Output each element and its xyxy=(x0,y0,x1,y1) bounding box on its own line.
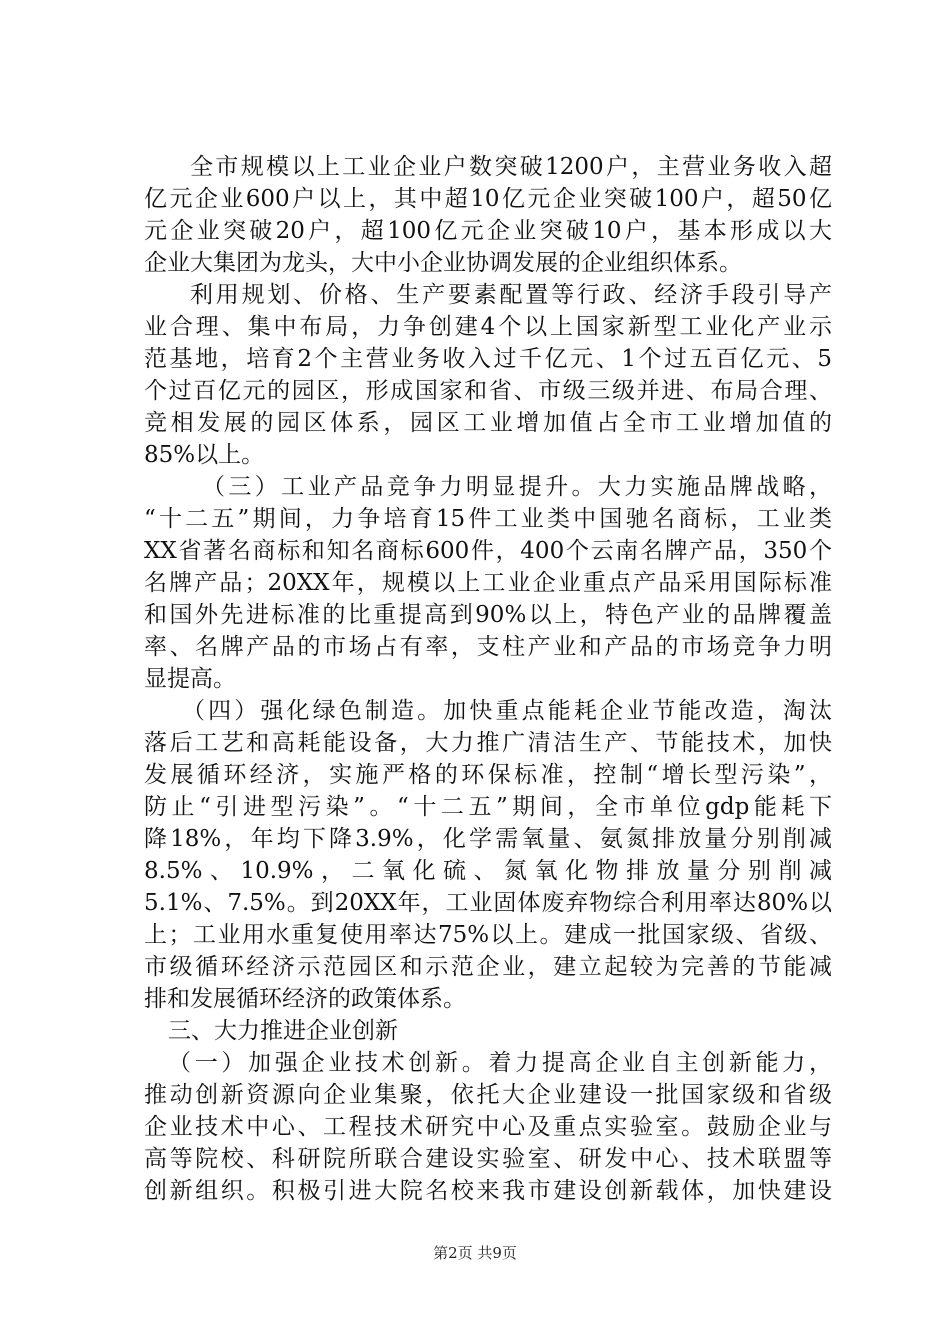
paragraph-line: 显提高。 xyxy=(144,666,236,692)
paragraph-line: 8.5%、10.9%，二氧化硫、氮氧化物排放量分别削减 xyxy=(144,858,832,884)
paragraph-line: 落后工艺和高耗能设备，大力推广清洁生产、节能技术，加快 xyxy=(144,730,832,756)
paragraph-line: 5.1%、7.5%。到20XX年，工业固体废弃物综合利用率达80%以 xyxy=(144,890,832,916)
paragraph-line: 高等院校、科研院所联合建设实验室、研发中心、技术联盟等 xyxy=(144,1146,832,1172)
paragraph-line: （一）加强企业技术创新。着力提高企业自主创新能力， xyxy=(168,1050,832,1076)
paragraph-line: 85%以上。 xyxy=(144,442,265,468)
body-text xyxy=(144,151,832,1207)
paragraph-line: 和国外先进标准的比重提高到90%以上，特色产业的品牌覆盖 xyxy=(144,602,832,628)
paragraph-line: 业合理、集中布局，力争创建4个以上国家新型工业化产业示 xyxy=(144,314,832,340)
paragraph-line: “十二五”期间，力争培育15件工业类中国驰名商标，工业类 xyxy=(144,506,832,532)
paragraph-line: 降18%，年均下降3.9%，化学需氧量、氨氮排放量分别削减 xyxy=(144,826,832,852)
paragraph-line: 企业大集团为龙头，大中小企业协调发展的企业组织体系。 xyxy=(144,250,742,276)
paragraph-line: 推动创新资源向企业集聚，依托大企业建设一批国家级和省级 xyxy=(144,1082,832,1108)
section-heading: 三、大力推进企业创新 xyxy=(168,1018,398,1044)
paragraph-line: 上；工业用水重复使用率达75%以上。建成一批国家级、省级、 xyxy=(144,922,832,948)
paragraph-line: （三）工业产品竞争力明显提升。大力实施品牌战略， xyxy=(202,474,832,500)
paragraph-line: 名牌产品；20XX年，规模以上工业企业重点产品采用国际标准 xyxy=(144,570,832,596)
paragraph-line: （四）强化绿色制造。加快重点能耗企业节能改造，淘汰 xyxy=(182,698,832,724)
paragraph-line: 率、名牌产品的市场占有率，支柱产业和产品的市场竞争力明 xyxy=(144,634,832,660)
page-number: 第2页 共9页 xyxy=(433,1244,517,1262)
paragraph-line: 企业技术中心、工程技术研究中心及重点实验室。鼓励企业与 xyxy=(144,1114,832,1140)
paragraph-line: 发展循环经济，实施严格的环保标准，控制“增长型污染”， xyxy=(144,762,832,788)
paragraph-line: 防止“引进型污染”。“十二五”期间，全市单位gdp能耗下 xyxy=(144,794,832,820)
paragraph-line: 范基地，培育2个主营业务收入过千亿元、1个过五百亿元、5 xyxy=(144,346,832,372)
paragraph-line: 竞相发展的园区体系，园区工业增加值占全市工业增加值的 xyxy=(144,410,832,436)
paragraph-line: 亿元企业600户以上，其中超10亿元企业突破100户，超50亿 xyxy=(144,186,832,212)
paragraph-line: 排和发展循环经济的政策体系。 xyxy=(144,986,466,1012)
paragraph-line: XX省著名商标和知名商标600件，400个云南名牌产品，350个 xyxy=(144,538,832,564)
paragraph-line: 全市规模以上工业企业户数突破1200户，主营业务收入超 xyxy=(190,154,832,180)
paragraph-line: 利用规划、价格、生产要素配置等行政、经济手段引导产 xyxy=(190,282,832,308)
paragraph-line: 创新组织。积极引进大院名校来我市建设创新载体，加快建设 xyxy=(144,1178,832,1204)
paragraph-line: 个过百亿元的园区，形成国家和省、市级三级并进、布局合理、 xyxy=(144,378,832,404)
paragraph-line: 市级循环经济示范园区和示范企业，建立起较为完善的节能减 xyxy=(144,954,832,980)
paragraph-line: 元企业突破20户，超100亿元企业突破10户，基本形成以大 xyxy=(144,218,832,244)
